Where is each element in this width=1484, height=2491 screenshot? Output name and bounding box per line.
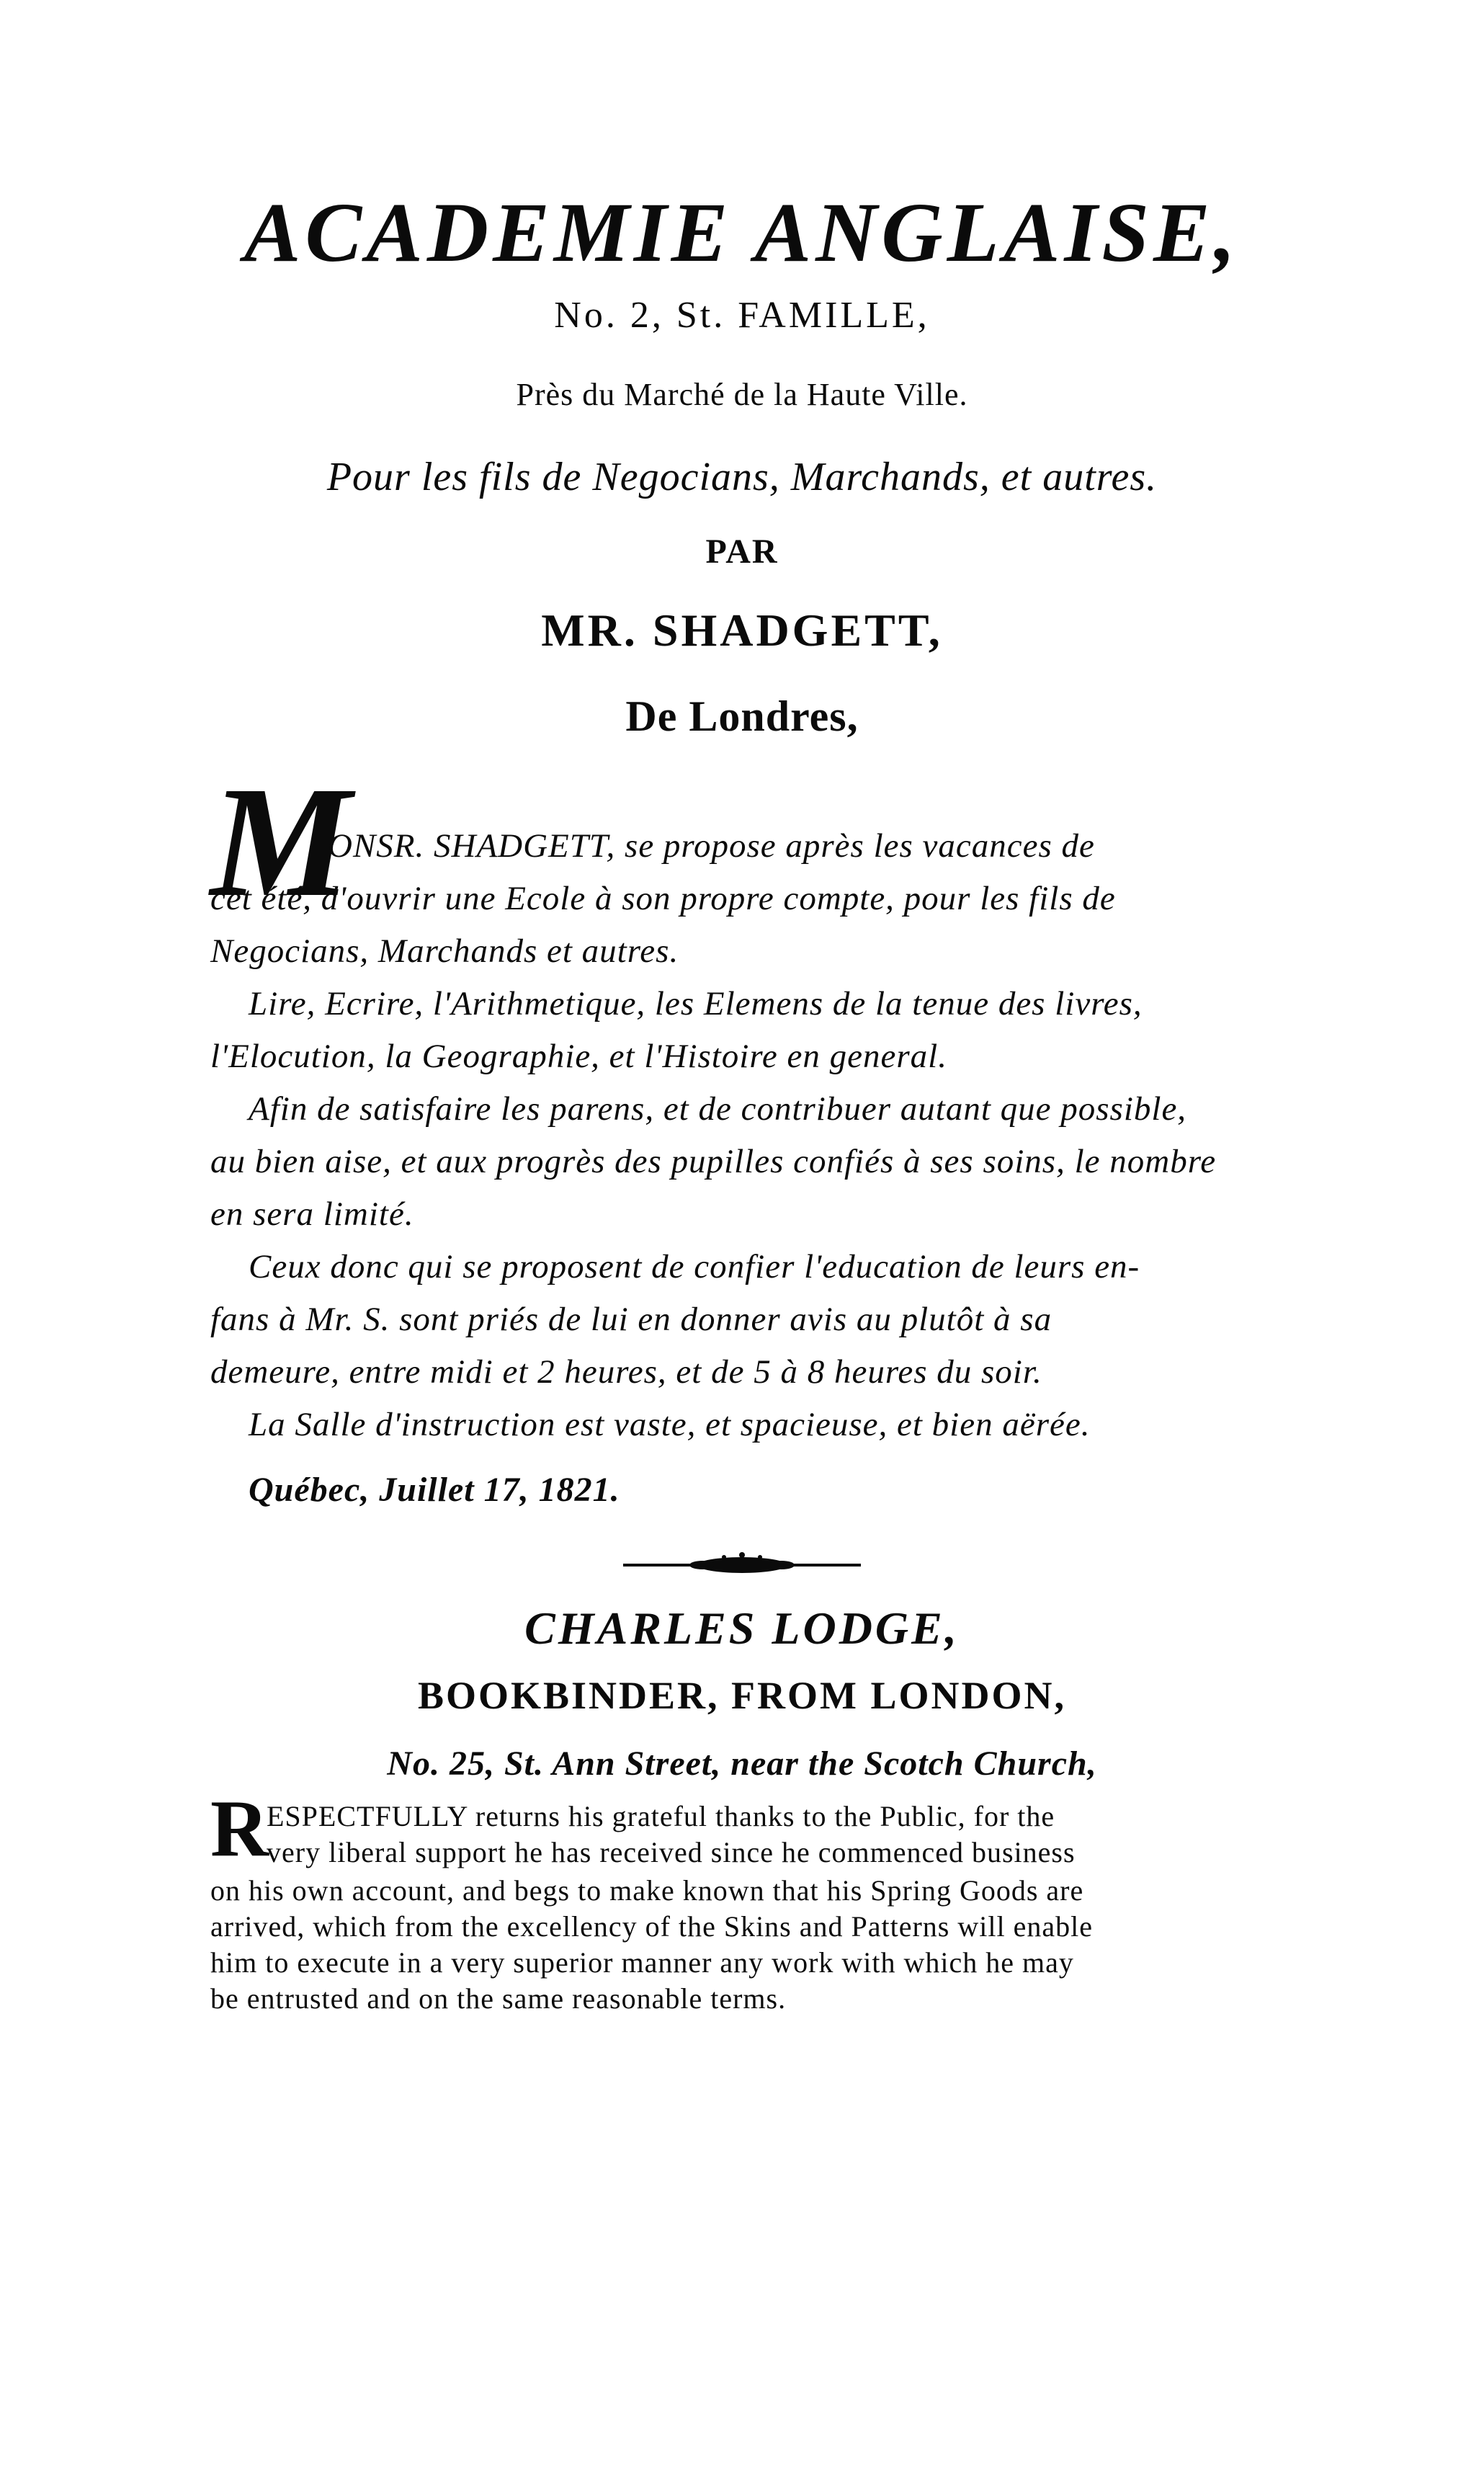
lodge-name: CHARLES LODGE, bbox=[524, 1603, 960, 1654]
lodge-line: ESPECTFULLY returns his grateful thanks to the Public, for the bbox=[267, 1800, 1055, 1832]
lodge-line: very liberal support he has received since he commenced business bbox=[267, 1836, 1076, 1868]
separator-ornament bbox=[616, 1551, 868, 1579]
notice-line: Lire, Ecrire, l'Arithmetique, les Elemens de la tenue des livres, bbox=[249, 985, 1143, 1022]
academie-audience: Pour les fils de Negocians, Marchands, et autres. bbox=[326, 455, 1158, 499]
notice-line: Ceux donc qui se proposent de confier l'education de leurs en- bbox=[249, 1248, 1140, 1285]
notice-line: La Salle d'instruction est vaste, et spacieuse, et bien aërée. bbox=[249, 1406, 1091, 1443]
lodge-address: No. 25, St. Ann Street, near the Scotch Church, bbox=[387, 1744, 1097, 1783]
lodge-line: him to execute in a very superior manner any work with which he may bbox=[210, 1946, 1074, 1979]
academie-city: De Londres, bbox=[625, 692, 859, 740]
notice-line: Negocians, Marchands et autres. bbox=[210, 932, 679, 970]
notice-line: fans à Mr. S. sont priés de lui en donner avis au plutôt à sa bbox=[210, 1301, 1052, 1338]
lodge-dropcap: R bbox=[210, 1784, 269, 1873]
lodge-line: be entrusted and on the same reasonable terms. bbox=[210, 1982, 787, 2015]
academie-by: PAR bbox=[705, 532, 779, 571]
notice-date: Québec, Juillet 17, 1821. bbox=[249, 1471, 620, 1509]
lodge-line: arrived, which from the excellency of the Skins and Patterns will enable bbox=[210, 1910, 1093, 1943]
notice-line: Afin de satisfaire les parens, et de contribuer autant que possible, bbox=[249, 1090, 1187, 1128]
notice-line: en sera limité. bbox=[210, 1195, 414, 1233]
notice-line: l'Elocution, la Geographie, et l'Histoire en general. bbox=[210, 1038, 947, 1075]
notice-dropcap: M bbox=[210, 754, 352, 930]
lodge-line: on his own account, and begs to make known that his Spring Goods are bbox=[210, 1874, 1084, 1907]
lodge-trade: BOOKBINDER, FROM LONDON, bbox=[417, 1674, 1067, 1717]
academie-address: No. 2, St. FAMILLE, bbox=[554, 295, 930, 336]
notice-line: cet été, d'ouvrir une Ecole à son propre compte, pour les fils de bbox=[210, 880, 1116, 917]
academie-title: ACADEMIE ANGLAISE, bbox=[243, 185, 1241, 280]
academie-location: Près du Marché de la Haute Ville. bbox=[516, 377, 968, 412]
notice-line: au bien aise, et aux progrès des pupilles confiés à ses soins, le nombre bbox=[210, 1143, 1217, 1180]
academie-master: MR. SHADGETT, bbox=[541, 605, 943, 656]
notice-line: demeure, entre midi et 2 heures, et de 5 à 8 heures du soir. bbox=[210, 1353, 1042, 1391]
notice-line: ONSR. SHADGETT, se propose après les vacances de bbox=[328, 827, 1095, 865]
